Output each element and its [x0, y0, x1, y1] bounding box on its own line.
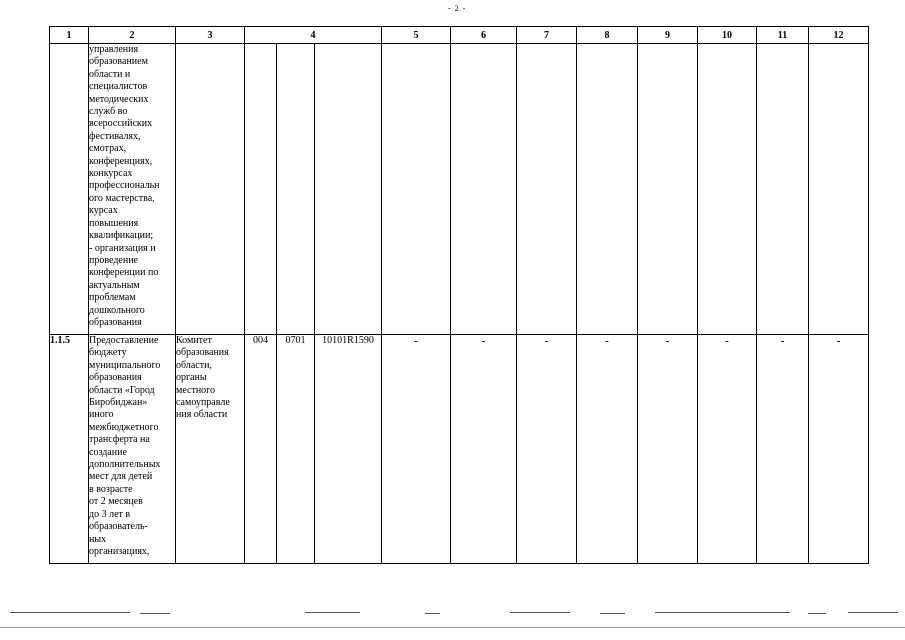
value-col-9: -: [638, 335, 698, 564]
row-number: 1.1.5: [50, 335, 89, 564]
header-col-5: 5: [382, 27, 451, 44]
code-section: 0701: [277, 335, 315, 564]
header-col-6: 6: [451, 27, 517, 44]
table-row-continued: [50, 44, 869, 335]
header-col-1: 1: [50, 27, 89, 44]
budget-table: [49, 26, 869, 564]
value-col-8: -: [577, 335, 638, 564]
responsible-executor: Комитет образования области, органы местного самоуправле ния области: [176, 335, 245, 564]
value-col-5: -: [382, 335, 451, 564]
value-col-12: -: [809, 335, 869, 564]
page-number: - 2 -: [448, 4, 467, 13]
value-col-11: -: [757, 335, 809, 564]
header-col-11: 11: [757, 27, 809, 44]
table-row-1-1-5: [50, 335, 869, 564]
header-col-2: 2: [89, 27, 176, 44]
value-col-7: -: [517, 335, 577, 564]
measure-description: управления образованием области и специалистов методических служб во всероссийских фестивалях, смотрах, конференциях, конкурсах профессиональн ого мастерства, курсах повышения квалификации; - организация и проведение конференции по актуальным проблемам дошкольного образования: [89, 44, 176, 335]
header-row: [50, 27, 869, 44]
code-target-article: 10101R1590: [315, 335, 382, 564]
header-col-9: 9: [638, 27, 698, 44]
value-col-10: -: [698, 335, 757, 564]
header-col-12: 12: [809, 27, 869, 44]
value-col-6: -: [451, 335, 517, 564]
header-col-7: 7: [517, 27, 577, 44]
header-col-3: 3: [176, 27, 245, 44]
code-grbs: 004: [245, 335, 277, 564]
measure-description: Предоставление бюджету муниципального образования области «Город Биробиджан» иного межбюджетного трансферта на создание дополнительных мест для детей в возрасте от 2 месяцев до 3 лет в образователь- ных организациях,: [89, 335, 176, 564]
header-col-4: 4: [245, 27, 382, 44]
header-col-8: 8: [577, 27, 638, 44]
header-col-10: 10: [698, 27, 757, 44]
